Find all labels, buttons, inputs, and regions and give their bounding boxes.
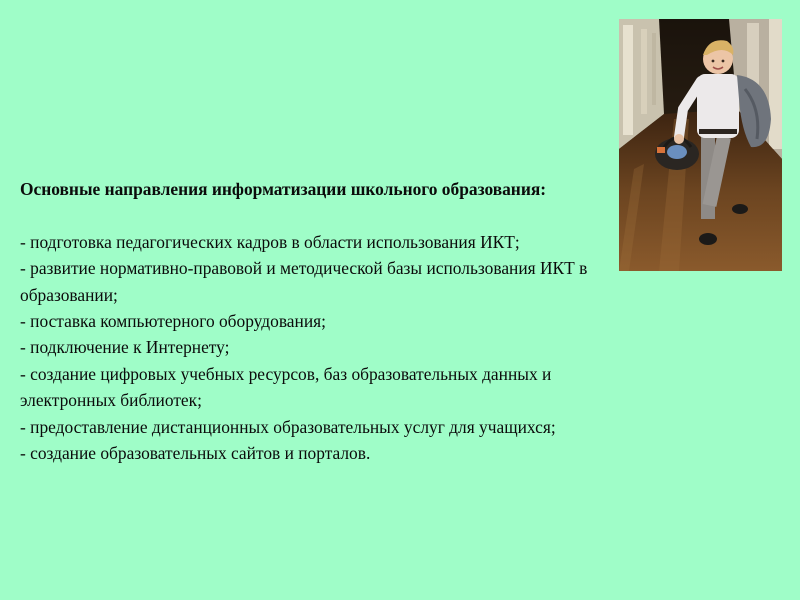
- list-item: - подготовка педагогических кадров в области использования ИКТ;: [20, 231, 520, 252]
- list-item: - развитие нормативно-правовой и методической базы использования ИКТ в образовании;: [20, 258, 588, 305]
- heading: Основные направления информатизации школьного образования:: [20, 179, 547, 199]
- directions-list: [20, 229, 620, 467]
- list-item: - создание образовательных сайтов и порталов.: [20, 443, 371, 464]
- main-text: [20, 176, 620, 466]
- list-item: - создание цифровых учебных ресурсов, баз образовательных данных и электронных библиотек;: [20, 363, 552, 411]
- photo-image: [619, 19, 782, 271]
- list-item: - поставка компьютерного оборудования;: [20, 311, 326, 332]
- list-item: - предоставление дистанционных образовательных услуг для учащихся;: [20, 416, 556, 437]
- list-item: - подключение к Интернету;: [20, 337, 230, 358]
- spacer: [20, 202, 620, 228]
- photo-boy-with-bag: [619, 19, 782, 271]
